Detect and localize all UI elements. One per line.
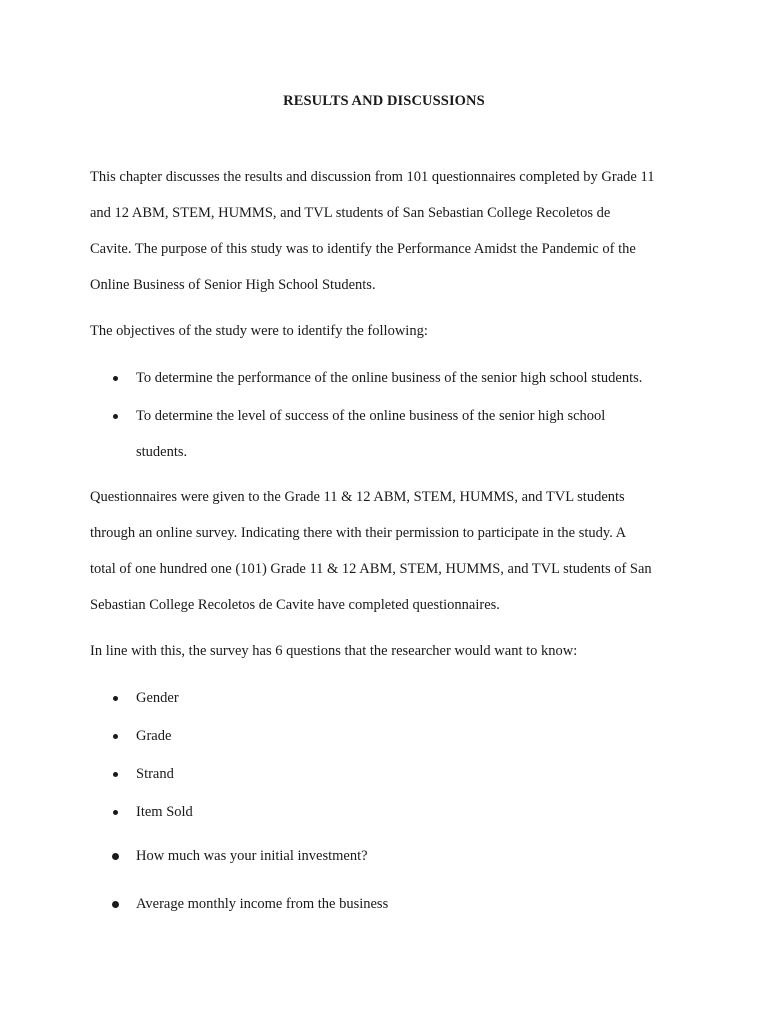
survey-questions-list <box>110 680 690 922</box>
list-item <box>110 718 690 754</box>
paragraph-line: Cavite. The purpose of this study was to identify the Performance Amidst the Pandemic of the <box>90 241 636 257</box>
list-item-text: To determine the performance of the online business of the senior high school students. <box>136 370 643 386</box>
paragraph-line: and 12 ABM, STEM, HUMMS, and TVL students of San Sebastian College Recoletos de <box>90 205 611 221</box>
objectives-list <box>110 360 690 470</box>
bullet-icon <box>113 810 118 815</box>
bullet-icon <box>113 376 118 381</box>
objectives-intro <box>90 313 690 349</box>
list-item-text: To determine the level of success of the online business of the senior high school <box>136 408 606 424</box>
method-paragraph <box>90 479 690 623</box>
bullet-icon <box>112 901 119 908</box>
survey-intro <box>90 633 690 669</box>
list-item <box>110 398 690 470</box>
paragraph-line: total of one hundred one (101) Grade 11 & 12 ABM, STEM, HUMMS, and TVL students of San <box>90 561 652 577</box>
paragraph-line: Online Business of Senior High School Students. <box>90 277 376 293</box>
page-title: RESULTS AND DISCUSSIONS <box>283 93 485 109</box>
bullet-icon <box>113 772 118 777</box>
list-item <box>110 756 690 792</box>
list-item <box>110 680 690 716</box>
list-item-text: Gender <box>136 690 179 706</box>
bullet-icon <box>113 696 118 701</box>
bullet-icon <box>113 734 118 739</box>
list-item-text: Item Sold <box>136 804 193 820</box>
list-item-text: Grade <box>136 728 172 744</box>
paragraph-line: Sebastian College Recoletos de Cavite have completed questionnaires. <box>90 597 500 613</box>
bullet-icon <box>113 414 118 419</box>
paragraph-line: In line with this, the survey has 6 questions that the researcher would want to know: <box>90 643 578 659</box>
intro-paragraph <box>90 159 690 303</box>
list-item <box>110 360 690 396</box>
paragraph-line: This chapter discusses the results and discussion from 101 questionnaires completed by Grade 11 <box>90 169 655 185</box>
paragraph-line: through an online survey. Indicating there with their permission to participate in the study. A <box>90 525 627 541</box>
list-item-text: Strand <box>136 766 174 782</box>
list-item-text: students. <box>136 444 188 460</box>
list-item-text: How much was your initial investment? <box>136 848 368 864</box>
list-item-text: Average monthly income from the business <box>136 896 389 912</box>
list-item <box>110 838 690 874</box>
list-item <box>110 886 690 922</box>
list-item <box>110 794 690 830</box>
paragraph-line: Questionnaires were given to the Grade 11 & 12 ABM, STEM, HUMMS, and TVL students <box>90 489 625 505</box>
bullet-icon <box>112 853 119 860</box>
paragraph-line: The objectives of the study were to identify the following: <box>90 323 428 339</box>
